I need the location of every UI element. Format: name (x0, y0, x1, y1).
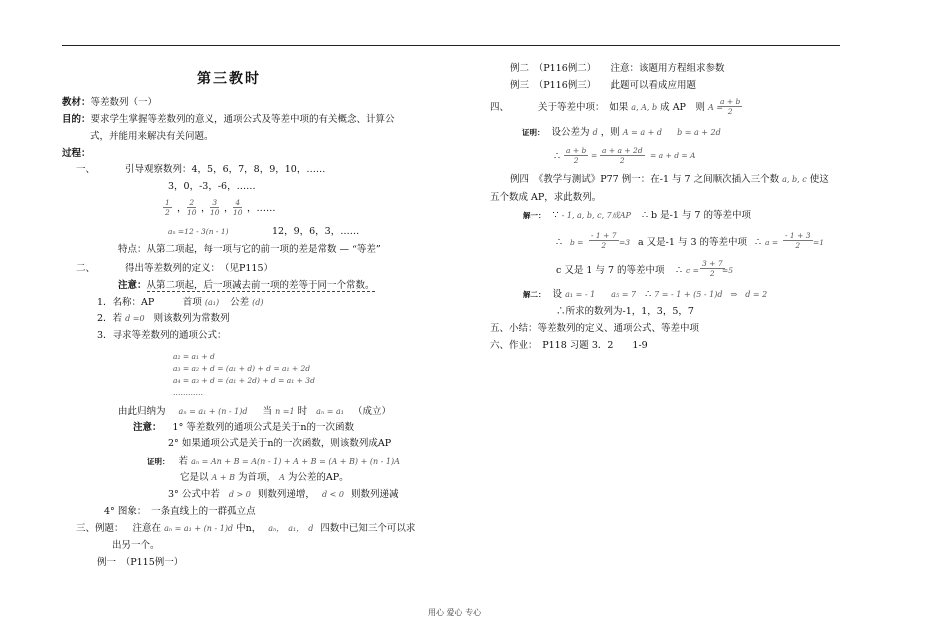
section-6: 六、作业： P118 习题 3．2 1-9 (490, 340, 648, 351)
note-2-item-3 (168, 489, 398, 501)
solution-1-l2-b: b = (570, 238, 584, 247)
section-3-formula: aₙ = a₁ + (n - 1)d (164, 524, 234, 533)
item-2 (97, 313, 230, 325)
item-1-first-term: (a₁) (204, 298, 220, 307)
solution-1-l2-c: =3 (619, 238, 631, 247)
note-2 (133, 422, 354, 434)
solution-1-therefore: ∴ (641, 210, 648, 221)
midterm-proof-label: 证明： (522, 128, 545, 137)
solution-1-l3-d: =5 (722, 266, 734, 275)
note-2-item-4: 4° 图象： 一条直线上的一群孤立点 (104, 506, 256, 517)
section-1-number: 一、 (76, 164, 96, 175)
goal-line (62, 114, 395, 126)
solution-1-l2-g: =1 (813, 238, 825, 247)
seq3-frac-3: $\frac{3}{10}$ (210, 198, 220, 217)
seq3-frac-1: $\frac{1}{2}$ (165, 198, 170, 217)
section-3-line (76, 523, 415, 535)
proof-2-b: 为首项， (238, 472, 277, 483)
solution-1-math: - 1, a, b, c, 7成AP (561, 211, 631, 220)
example-2: 例二 （P116例二） 注意：该题用方程组求参数 (510, 63, 725, 74)
note-1 (118, 280, 375, 292)
goal-text-2: 式，并能用来解决有关问题。 (90, 131, 214, 142)
example-4-text: 例四 《教学与测试》P77 例一：在-1 与 7 之间顺次插入三个数 (510, 174, 780, 185)
item-3: 3．寻求等差数列的通项公式： (97, 330, 227, 341)
proof-text: 若 (178, 456, 189, 467)
note-3-b: 则数列递增， (257, 489, 315, 500)
proof-2-math: A + B (211, 473, 235, 482)
section-4-A: A = (707, 103, 724, 112)
sequence-2: 3，0，-3，-6，…… (168, 181, 256, 192)
example-3: 例三 （P116例三） 此题可以看成应用题 (510, 80, 697, 91)
note-1-text: 从第二项起，后一项减去前一项的差等于同一个常数。 (146, 280, 375, 291)
induce-text: 由此归纳为 (118, 406, 166, 417)
proof-line-2 (180, 472, 349, 484)
note-1-label: 注意： (118, 280, 147, 291)
seq3-frac-4: $\frac{4}{10}$ (233, 198, 243, 217)
formula-2: a₃ = a₂ + d = (a₁ + d) + d = a₁ + 2d (173, 364, 311, 373)
midterm-proof-d: d (592, 128, 598, 137)
seq3-comma-2: ， (201, 203, 211, 214)
solution-1-text: b 是-1 与 7 的等差中项 (651, 210, 751, 221)
page-footer: 用心 爱心 专心 (428, 608, 482, 617)
midterm-proof-2-tail: = a + d = A (650, 151, 696, 160)
page-title: 第三教时 (197, 71, 261, 87)
item-2-math: d =0 (125, 314, 145, 323)
section-4-b: 成 AP 则 (660, 102, 705, 113)
seq3-comma-1: ， (177, 203, 187, 214)
materials-label: 教材： (62, 97, 91, 108)
seq4-formula: aₙ =12 - 3(n - 1) (168, 227, 229, 236)
induce-t: 时 (297, 406, 308, 417)
solution-2-result: ∴所求的数列为-1，1，3，5，7 (556, 306, 694, 317)
solution-2-math: a₁ = - 1 a₅ = 7 (565, 290, 637, 299)
section-3-c: 四数中已知三个可以求 (320, 523, 416, 534)
materials-text: 等差数列（一） (90, 97, 158, 108)
item-1-diff-label: 公差 (230, 297, 250, 308)
example-4-line (510, 174, 829, 186)
midterm-proof-2-sym: ∴ (554, 151, 561, 162)
seq3-comma-3: ， (224, 203, 234, 214)
seq3-frac-2: $\frac{2}{10}$ (187, 198, 197, 217)
header-rule (62, 45, 840, 46)
item-1-text: 1．名称：AP 首项 (97, 297, 202, 308)
section-1-text: 引导观察数列：4，5，6，7，8，9，10，…… (125, 164, 326, 175)
induce-when: 当 (262, 406, 273, 417)
note-2-item-2: 2° 如果通项公式是关于n的一次函数，则该数列成AP (168, 438, 392, 449)
induce-a: aₙ = a₁ (316, 407, 344, 416)
solution-2-therefore: ∴ (645, 289, 652, 300)
note-3-math-2: d < 0 (321, 490, 344, 499)
solution-1-l3-b: ∴ (676, 265, 683, 276)
solution-1-l2-d: a 又是-1 与 3 的等差中项 (638, 237, 748, 248)
section-3-number: 三、例题： (76, 523, 124, 534)
induce-line (118, 406, 391, 418)
section-2-text: 得出等差数列的定义： （见P115） (125, 263, 274, 274)
solution-1-l3-frac: $\frac{3 + 7}{2}$ (702, 259, 723, 278)
section-4-text: 关于等差中项： 如果 (538, 102, 629, 113)
note-3-c: 则数列递减 (350, 489, 399, 500)
solution-2-formula: 7 = - 1 + (5 - 1)d ⇒ d = 2 (654, 290, 768, 299)
goal-text-1: 要求学生掌握等差数列的意义，通项公式及等差中项的有关概念、计算公 (90, 114, 395, 125)
note-2-label: 注意： (133, 422, 162, 433)
midterm-proof-f2: b = a + 2d (677, 128, 721, 137)
section-4-line (538, 102, 723, 114)
item-2-tail: 则该数列为常数列 (153, 313, 230, 324)
section-4-fraction: $\frac{a + b}{2}$ (720, 97, 741, 116)
sequence-4: 12，9，6，3，…… (272, 226, 360, 237)
midterm-proof-text: 设公差为 (551, 127, 590, 138)
item-1 (97, 297, 264, 309)
note-2-item-1: 1° 等差数列的通项公式是关于n的一次函数 (172, 422, 354, 433)
section-4-math: a, A, b (631, 103, 658, 112)
midterm-proof-2-eq: = (591, 151, 598, 160)
midterm-proof-2-frac-1: $\frac{a + b}{2}$ (566, 146, 587, 165)
formula-4: ………… (173, 388, 203, 397)
solution-2-line (523, 289, 767, 301)
note-3-math-1: d > 0 (228, 490, 251, 499)
solution-1-line (523, 210, 751, 222)
example-1: 例一 （P115例一） (97, 557, 184, 568)
proof-formula: aₙ = An + B = A(n - 1) + A + B = (A + B) + (n - 1)A (191, 457, 400, 466)
section-3-text: 注意在 (132, 523, 162, 534)
proof-line (147, 456, 400, 468)
seq3-tail: ，…… (247, 203, 276, 214)
item-1-diff: (d) (252, 298, 264, 307)
proof-2-text: 它是以 (180, 472, 209, 483)
induce-ok: （成立） (352, 406, 391, 417)
solution-1-label: 解一： (523, 211, 546, 220)
goal-label: 目的： (62, 114, 91, 125)
solution-2-let: 设 (552, 289, 563, 300)
solution-1-l2-frac: $\frac{- 1 + 7}{2}$ (591, 231, 617, 250)
midterm-proof-line (522, 127, 721, 139)
example-4-line-2: 五个数成 AP，求此数列。 (490, 192, 602, 203)
midterm-proof-f1: A = a + d (622, 128, 663, 137)
proof-label: 证明： (147, 457, 170, 466)
feature-text: 特点：从第二项起，每一项与它的前一项的差是常数 — “等差” (118, 244, 381, 255)
formula-1: a₂ = a₁ + d (173, 352, 215, 361)
materials-line (62, 97, 157, 109)
solution-1-l2-f: a = (765, 238, 779, 247)
solution-1-l3-c: c = (686, 266, 699, 275)
section-3-math: aₙ， a₁， d (268, 524, 314, 533)
note-3-text: 3° 公式中若 (168, 489, 220, 500)
solution-1-because: ∵ (552, 210, 559, 221)
solution-1-l2-sym: ∴ (556, 237, 563, 248)
proof-2-c: 为公差的AP。 (287, 472, 349, 483)
solution-1-l3-a: c 又是 1 与 7 的等差中项 (556, 265, 665, 276)
solution-2-label: 解二： (523, 290, 546, 299)
proof-2-math-2: A (279, 473, 285, 482)
section-4-number: 四、 (490, 102, 510, 113)
process-label: 过程： (62, 148, 91, 159)
example-4-math: a, b, c (782, 175, 807, 184)
induce-n: n =1 (275, 407, 295, 416)
section-2-number: 二、 (76, 263, 96, 274)
solution-1-l2-frac-2: $\frac{- 1 + 3}{2}$ (785, 231, 811, 250)
formula-3: a₄ = a₃ + d = (a₁ + 2d) + d = a₁ + 3d (173, 376, 315, 385)
section-3-line-2: 出另一个。 (112, 540, 160, 551)
induce-formula: aₙ = a₁ + (n - 1)d (178, 407, 248, 416)
section-5: 五、小结：等差数列的定义、通项公式、等差中项 (490, 323, 700, 334)
example-4-tail: 使这 (809, 174, 829, 185)
solution-1-l2-e: ∴ (755, 237, 762, 248)
section-3-b: 中n， (236, 523, 262, 534)
midterm-proof-then: ，则 (600, 127, 620, 138)
midterm-proof-2-frac-2: $\frac{a + a + 2d}{2}$ (602, 146, 643, 165)
item-2-text: 2．若 (97, 313, 123, 324)
